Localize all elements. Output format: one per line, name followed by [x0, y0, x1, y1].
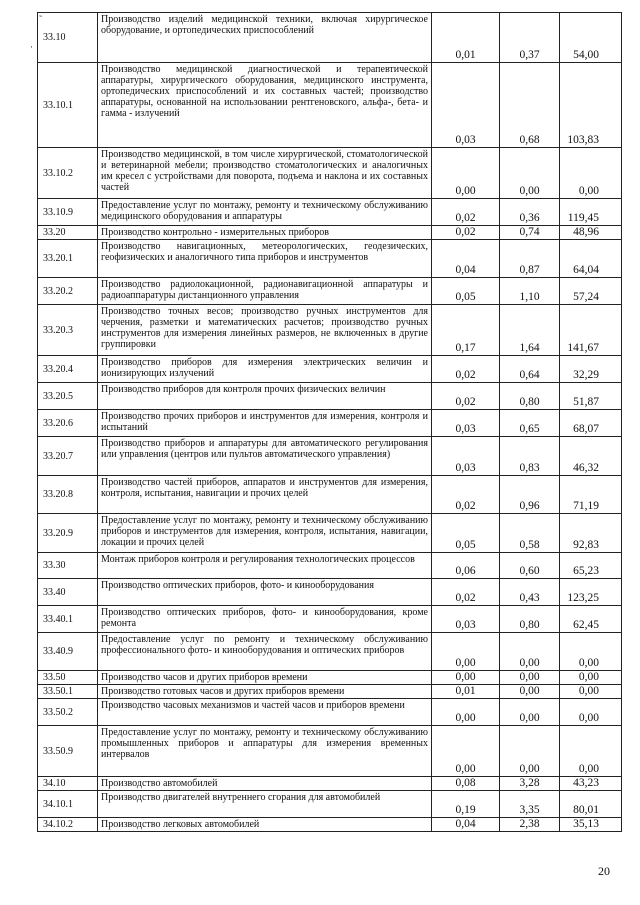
row-description: Производство медицинской диагностической и терапевтической аппаратуры, хирургического оборудования, медицинского инструмента, ортопедических приспособлений и их составных частей; производство аппаратуры, основанной на использовании рентгеновского, альфа-, бета- и гамма - излучений — [98, 63, 432, 148]
row-code: 33.20.9 — [38, 514, 98, 553]
row-value-3: 51,87 — [560, 383, 622, 410]
row-value-3: 32,29 — [560, 356, 622, 383]
row-value-1: 0,01 — [432, 685, 500, 699]
row-description: Производство частей приборов, аппаратов и инструментов для измерения, контроля, испытания, навигации и прочих целей — [98, 476, 432, 514]
table-row — [38, 410, 622, 437]
row-value-2: 0,80 — [500, 606, 560, 633]
row-code: 33.20.1 — [38, 240, 98, 278]
row-description: Производство радиолокационной, радионавигационной аппаратуры и радиоаппаратуры дистанционного управления — [98, 278, 432, 305]
row-value-1: 0,00 — [432, 671, 500, 685]
table-row — [38, 685, 622, 699]
row-value-1: 0,05 — [432, 278, 500, 305]
row-value-3: 57,24 — [560, 278, 622, 305]
row-value-2: 3,35 — [500, 791, 560, 818]
row-value-3: 0,00 — [560, 726, 622, 777]
table-row — [38, 13, 622, 63]
row-code: 34.10.1 — [38, 791, 98, 818]
row-value-3: 80,01 — [560, 791, 622, 818]
row-value-2: 0,37 — [500, 13, 560, 63]
row-code: 33.20.4 — [38, 356, 98, 383]
row-value-2: 0,64 — [500, 356, 560, 383]
row-code: 33.20 — [38, 226, 98, 240]
row-description: Производство оптических приборов, фото- и кинооборудования — [98, 579, 432, 606]
row-value-3: 54,00 — [560, 13, 622, 63]
okved-table — [37, 12, 622, 832]
row-value-3: 141,67 — [560, 305, 622, 356]
page-number: 20 — [598, 864, 610, 878]
table-row — [38, 553, 622, 579]
row-value-3: 65,23 — [560, 553, 622, 579]
row-value-2: 0,00 — [500, 671, 560, 685]
table-row — [38, 777, 622, 791]
row-value-2: 0,00 — [500, 148, 560, 199]
row-value-1: 0,02 — [432, 476, 500, 514]
row-value-3: 123,25 — [560, 579, 622, 606]
row-value-1: 0,04 — [432, 240, 500, 278]
row-description: Производство двигателей внутреннего сгорания для автомобилей — [98, 791, 432, 818]
row-value-2: 0,00 — [500, 699, 560, 726]
row-value-3: 35,13 — [560, 818, 622, 832]
row-value-3: 0,00 — [560, 633, 622, 671]
row-value-1: 0,06 — [432, 553, 500, 579]
corner-mark: ˜ — [39, 14, 42, 24]
row-code: 34.10 — [38, 777, 98, 791]
row-description: Производство оптических приборов, фото- и кинооборудования, кроме ремонта — [98, 606, 432, 633]
row-description: Предоставление услуг по монтажу, ремонту и техническому обслуживанию медицинского оборудования и аппаратуры — [98, 199, 432, 226]
table-row — [38, 383, 622, 410]
row-value-2: 0,58 — [500, 514, 560, 553]
row-code: 33.40.1 — [38, 606, 98, 633]
row-code: 33.20.2 — [38, 278, 98, 305]
row-description: Производство навигационных, метеорологических, геодезических, геофизических и аналогичного типа приборов и инструментов — [98, 240, 432, 278]
row-description: Производство прочих приборов и инструментов для измерения, контроля и испытаний — [98, 410, 432, 437]
row-value-3: 0,00 — [560, 699, 622, 726]
row-value-2: 1,64 — [500, 305, 560, 356]
row-value-3: 103,83 — [560, 63, 622, 148]
row-value-2: 0,36 — [500, 199, 560, 226]
row-description: Монтаж приборов контроля и регулирования технологических процессов — [98, 553, 432, 579]
row-code: 33.50 — [38, 671, 98, 685]
row-code: 33.40 — [38, 579, 98, 606]
row-value-1: 0,04 — [432, 818, 500, 832]
table-row — [38, 476, 622, 514]
row-value-2: 0,74 — [500, 226, 560, 240]
row-code: 33.50.9 — [38, 726, 98, 777]
row-value-3: 119,45 — [560, 199, 622, 226]
row-value-1: 0,00 — [432, 633, 500, 671]
row-value-1: 0,03 — [432, 606, 500, 633]
row-value-2: 0,65 — [500, 410, 560, 437]
table-row — [38, 226, 622, 240]
row-value-1: 0,02 — [432, 199, 500, 226]
row-description: Производство легковых автомобилей — [98, 818, 432, 832]
row-value-3: 48,96 — [560, 226, 622, 240]
row-code: 33.40.9 — [38, 633, 98, 671]
row-value-1: 0,02 — [432, 226, 500, 240]
row-value-3: 46,32 — [560, 437, 622, 476]
row-description: Производство автомобилей — [98, 777, 432, 791]
table-row — [38, 818, 622, 832]
row-value-3: 64,04 — [560, 240, 622, 278]
row-code: 33.20.8 — [38, 476, 98, 514]
row-description: Предоставление услуг по ремонту и техническому обслуживанию профессионального фото- и кинооборудования и оптических приборов — [98, 633, 432, 671]
row-code: 33.50.2 — [38, 699, 98, 726]
table-row — [38, 726, 622, 777]
row-value-1: 0,01 — [432, 13, 500, 63]
table-body — [38, 13, 622, 832]
row-value-2: 3,28 — [500, 777, 560, 791]
row-value-1: 0,19 — [432, 791, 500, 818]
row-value-1: 0,05 — [432, 514, 500, 553]
row-description: Производство часов и других приборов времени — [98, 671, 432, 685]
row-code: 33.20.3 — [38, 305, 98, 356]
row-value-3: 0,00 — [560, 148, 622, 199]
row-value-2: 0,00 — [500, 633, 560, 671]
row-description: Производство приборов для контроля прочих физических величин — [98, 383, 432, 410]
row-code: 33.20.7 — [38, 437, 98, 476]
row-value-2: 1,10 — [500, 278, 560, 305]
row-code: 33.10.1 — [38, 63, 98, 148]
row-description: Предоставление услуг по монтажу, ремонту и техническому обслуживанию приборов и инструментов для измерения, контроля, испытания, навигации, локации и прочих целей — [98, 514, 432, 553]
row-value-2: 2,38 — [500, 818, 560, 832]
row-description: Производство изделий медицинской техники, включая хирургическое оборудование, и ортопедических приспособлений — [98, 13, 432, 63]
row-value-3: 92,83 — [560, 514, 622, 553]
table-row — [38, 199, 622, 226]
table-row — [38, 633, 622, 671]
row-value-2: 0,60 — [500, 553, 560, 579]
row-value-2: 0,00 — [500, 726, 560, 777]
row-code: 33.10.2 — [38, 148, 98, 199]
row-code: 33.10 — [38, 13, 98, 63]
row-description: Производство готовых часов и других приборов времени — [98, 685, 432, 699]
row-code: 33.50.1 — [38, 685, 98, 699]
row-value-3: 71,19 — [560, 476, 622, 514]
row-code: 33.10.9 — [38, 199, 98, 226]
row-value-3: 68,07 — [560, 410, 622, 437]
row-value-2: 0,43 — [500, 579, 560, 606]
row-value-1: 0,03 — [432, 63, 500, 148]
row-description: Производство приборов и аппаратуры для автоматического регулирования или управления (центров или пультов автоматического управления) — [98, 437, 432, 476]
table-row — [38, 699, 622, 726]
row-code: 33.20.6 — [38, 410, 98, 437]
row-value-2: 0,00 — [500, 685, 560, 699]
row-value-1: 0,00 — [432, 699, 500, 726]
row-value-2: 0,80 — [500, 383, 560, 410]
row-code: 33.20.5 — [38, 383, 98, 410]
row-value-1: 0,03 — [432, 410, 500, 437]
row-value-3: 0,00 — [560, 685, 622, 699]
row-value-1: 0,02 — [432, 356, 500, 383]
row-value-3: 0,00 — [560, 671, 622, 685]
table-row — [38, 606, 622, 633]
margin-mark: · — [30, 42, 33, 52]
row-description: Производство часовых механизмов и частей часов и приборов времени — [98, 699, 432, 726]
table-row — [38, 514, 622, 553]
row-code: 34.10.2 — [38, 818, 98, 832]
row-code: 33.30 — [38, 553, 98, 579]
row-value-3: 62,45 — [560, 606, 622, 633]
table-row — [38, 278, 622, 305]
table-row — [38, 791, 622, 818]
row-description: Предоставление услуг по монтажу, ремонту и техническому обслуживанию промышленных приборов и аппаратуры для измерения временных интервалов — [98, 726, 432, 777]
table-row — [38, 148, 622, 199]
table-row — [38, 356, 622, 383]
row-value-2: 0,87 — [500, 240, 560, 278]
row-description: Производство приборов для измерения электрических величин и ионизирующих излучений — [98, 356, 432, 383]
table-row — [38, 671, 622, 685]
row-value-1: 0,02 — [432, 579, 500, 606]
row-value-3: 43,23 — [560, 777, 622, 791]
table-row — [38, 240, 622, 278]
table-row — [38, 579, 622, 606]
row-value-2: 0,68 — [500, 63, 560, 148]
table-row — [38, 437, 622, 476]
row-value-2: 0,96 — [500, 476, 560, 514]
row-description: Производство медицинской, в том числе хирургической, стоматологической и ветеринарной мебели; производство стоматологических и аналогичных им кресел с устройствами для поворота, подъема и наклона и их составных частей — [98, 148, 432, 199]
row-value-1: 0,03 — [432, 437, 500, 476]
table-row — [38, 63, 622, 148]
row-value-1: 0,00 — [432, 726, 500, 777]
row-value-1: 0,00 — [432, 148, 500, 199]
row-value-1: 0,08 — [432, 777, 500, 791]
row-value-1: 0,17 — [432, 305, 500, 356]
row-description: Производство контрольно - измерительных приборов — [98, 226, 432, 240]
row-value-2: 0,83 — [500, 437, 560, 476]
table-row — [38, 305, 622, 356]
row-description: Производство точных весов; производство ручных инструментов для черчения, разметки и математических расчетов; производство ручных инструментов для измерения линейных размеров, не включенных в другие группировки — [98, 305, 432, 356]
row-value-1: 0,02 — [432, 383, 500, 410]
